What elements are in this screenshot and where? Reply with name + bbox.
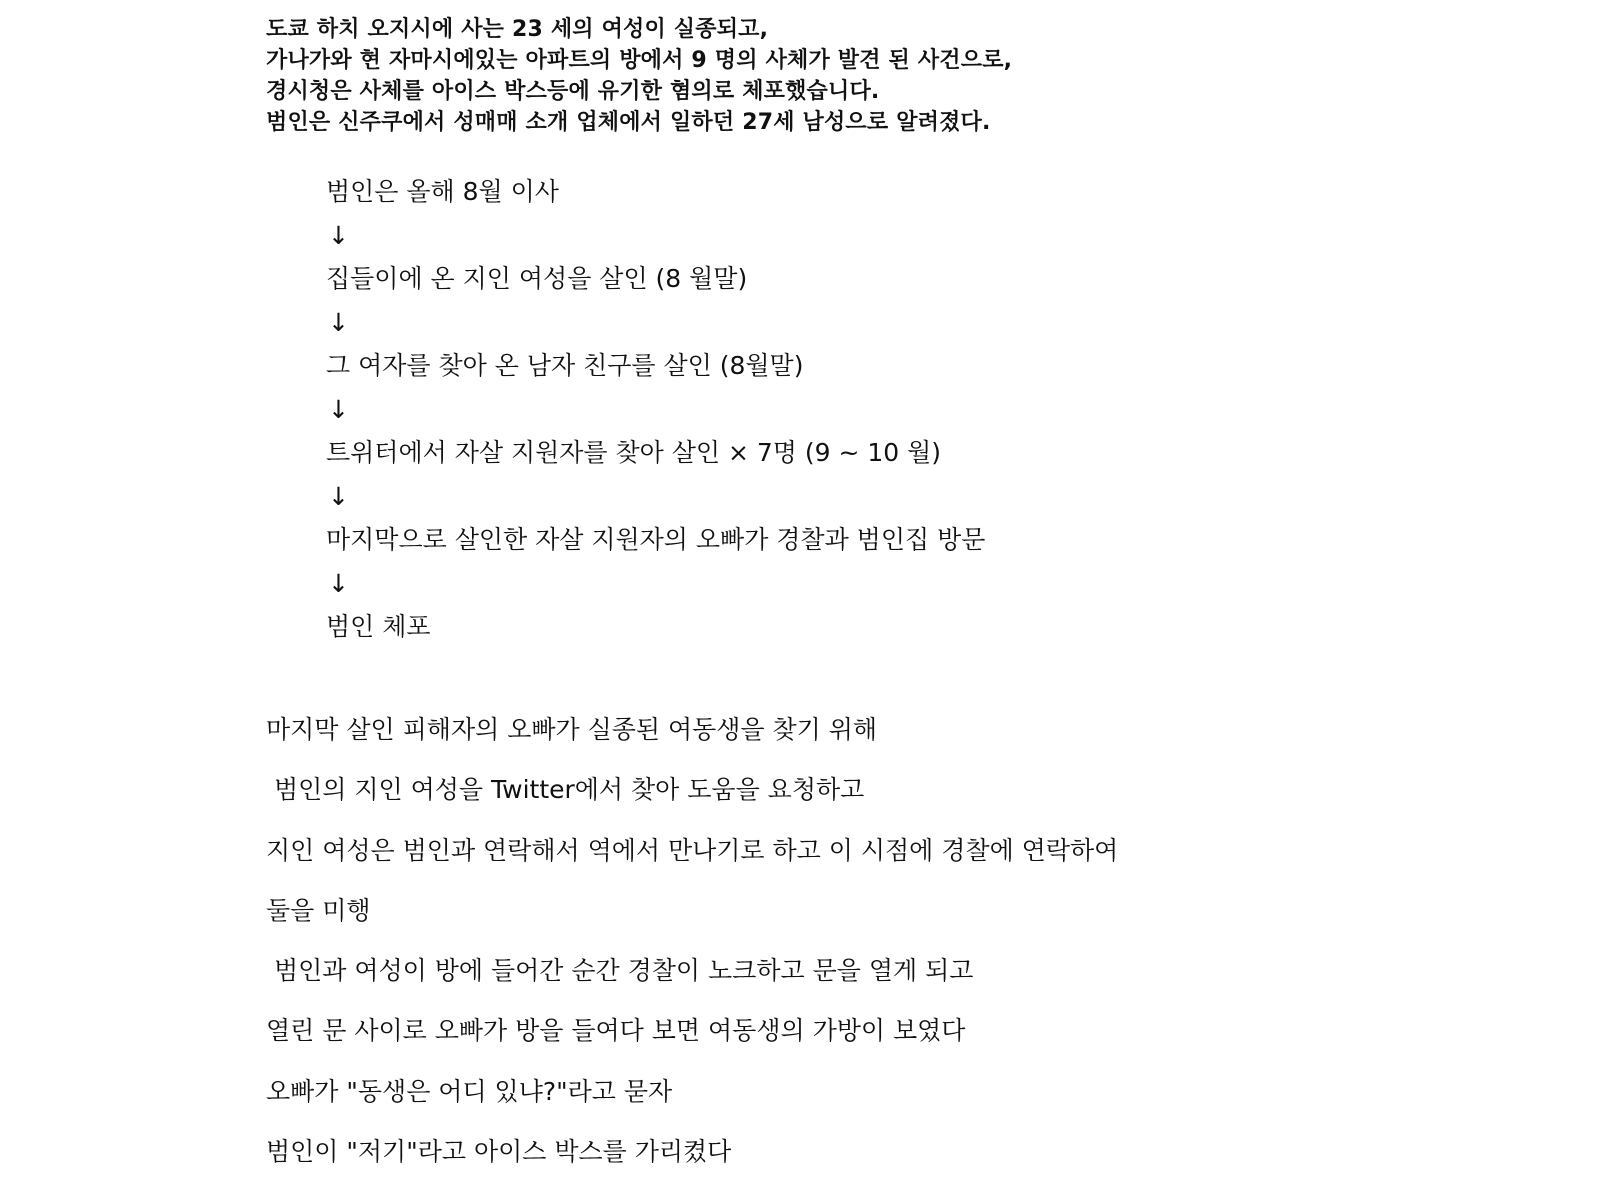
down-arrow-icon: ↓ <box>328 395 349 424</box>
down-arrow-icon: ↓ <box>328 482 349 511</box>
story-line: 범인과 여성이 방에 들어간 순간 경찰이 노크하고 문을 열게 되고 <box>266 956 974 986</box>
story-line: 범인의 지인 여성을 Twitter에서 찾아 도움을 요청하고 <box>266 775 865 805</box>
timeline-step-first-murder: 집들이에 온 지인 여성을 살인 (8 월말) <box>326 264 748 293</box>
down-arrow-icon: ↓ <box>328 308 349 337</box>
story-line: 범인이 "저기"라고 아이스 박스를 가리켰다 <box>266 1137 732 1167</box>
story-line: 오빠가 "동생은 어디 있냐?"라고 묻자 <box>266 1076 673 1106</box>
story-line: 열린 문 사이로 오빠가 방을 들여다 보면 여동생의 가방이 보였다 <box>266 1016 966 1046</box>
event-timeline <box>326 170 1426 649</box>
down-arrow-icon: ↓ <box>328 569 349 598</box>
timeline-step-arrest: 범인 체포 <box>326 612 431 641</box>
intro-line: 가나가와 현 자마시에있는 아파트의 방에서 9 명의 사체가 발견 된 사건으로, <box>266 48 1013 73</box>
story-line: 둘을 미행 <box>266 895 371 925</box>
timeline-step-move: 범인은 올해 8월 이사 <box>326 177 559 206</box>
story-line: 마지막 살인 피해자의 오빠가 실종된 여동생을 찾기 위해 <box>266 715 878 744</box>
intro-paragraph <box>266 14 1466 138</box>
story-paragraph <box>266 700 1566 1182</box>
timeline-step-twitter-murders: 트위터에서 자살 지원자를 찾아 살인 × 7명 (9 ~ 10 월) <box>326 438 942 467</box>
intro-line: 도쿄 하치 오지시에 사는 23 세의 여성이 실종되고, <box>266 17 769 42</box>
intro-line: 범인은 신주쿠에서 성매매 소개 업체에서 일하던 27세 남성으로 알려졌다. <box>266 110 991 135</box>
intro-line: 경시청은 사체를 아이스 박스등에 유기한 혐의로 체포했습니다. <box>266 79 880 104</box>
timeline-step-visit: 마지막으로 살인한 자살 지원자의 오빠가 경찰과 범인집 방문 <box>326 525 986 554</box>
down-arrow-icon: ↓ <box>328 221 349 250</box>
story-line: 지인 여성은 범인과 연락해서 역에서 만나기로 하고 이 시점에 경찰에 연락하여 <box>266 835 1119 865</box>
timeline-step-second-murder: 그 여자를 찾아 온 남자 친구를 살인 (8월말) <box>326 351 804 380</box>
